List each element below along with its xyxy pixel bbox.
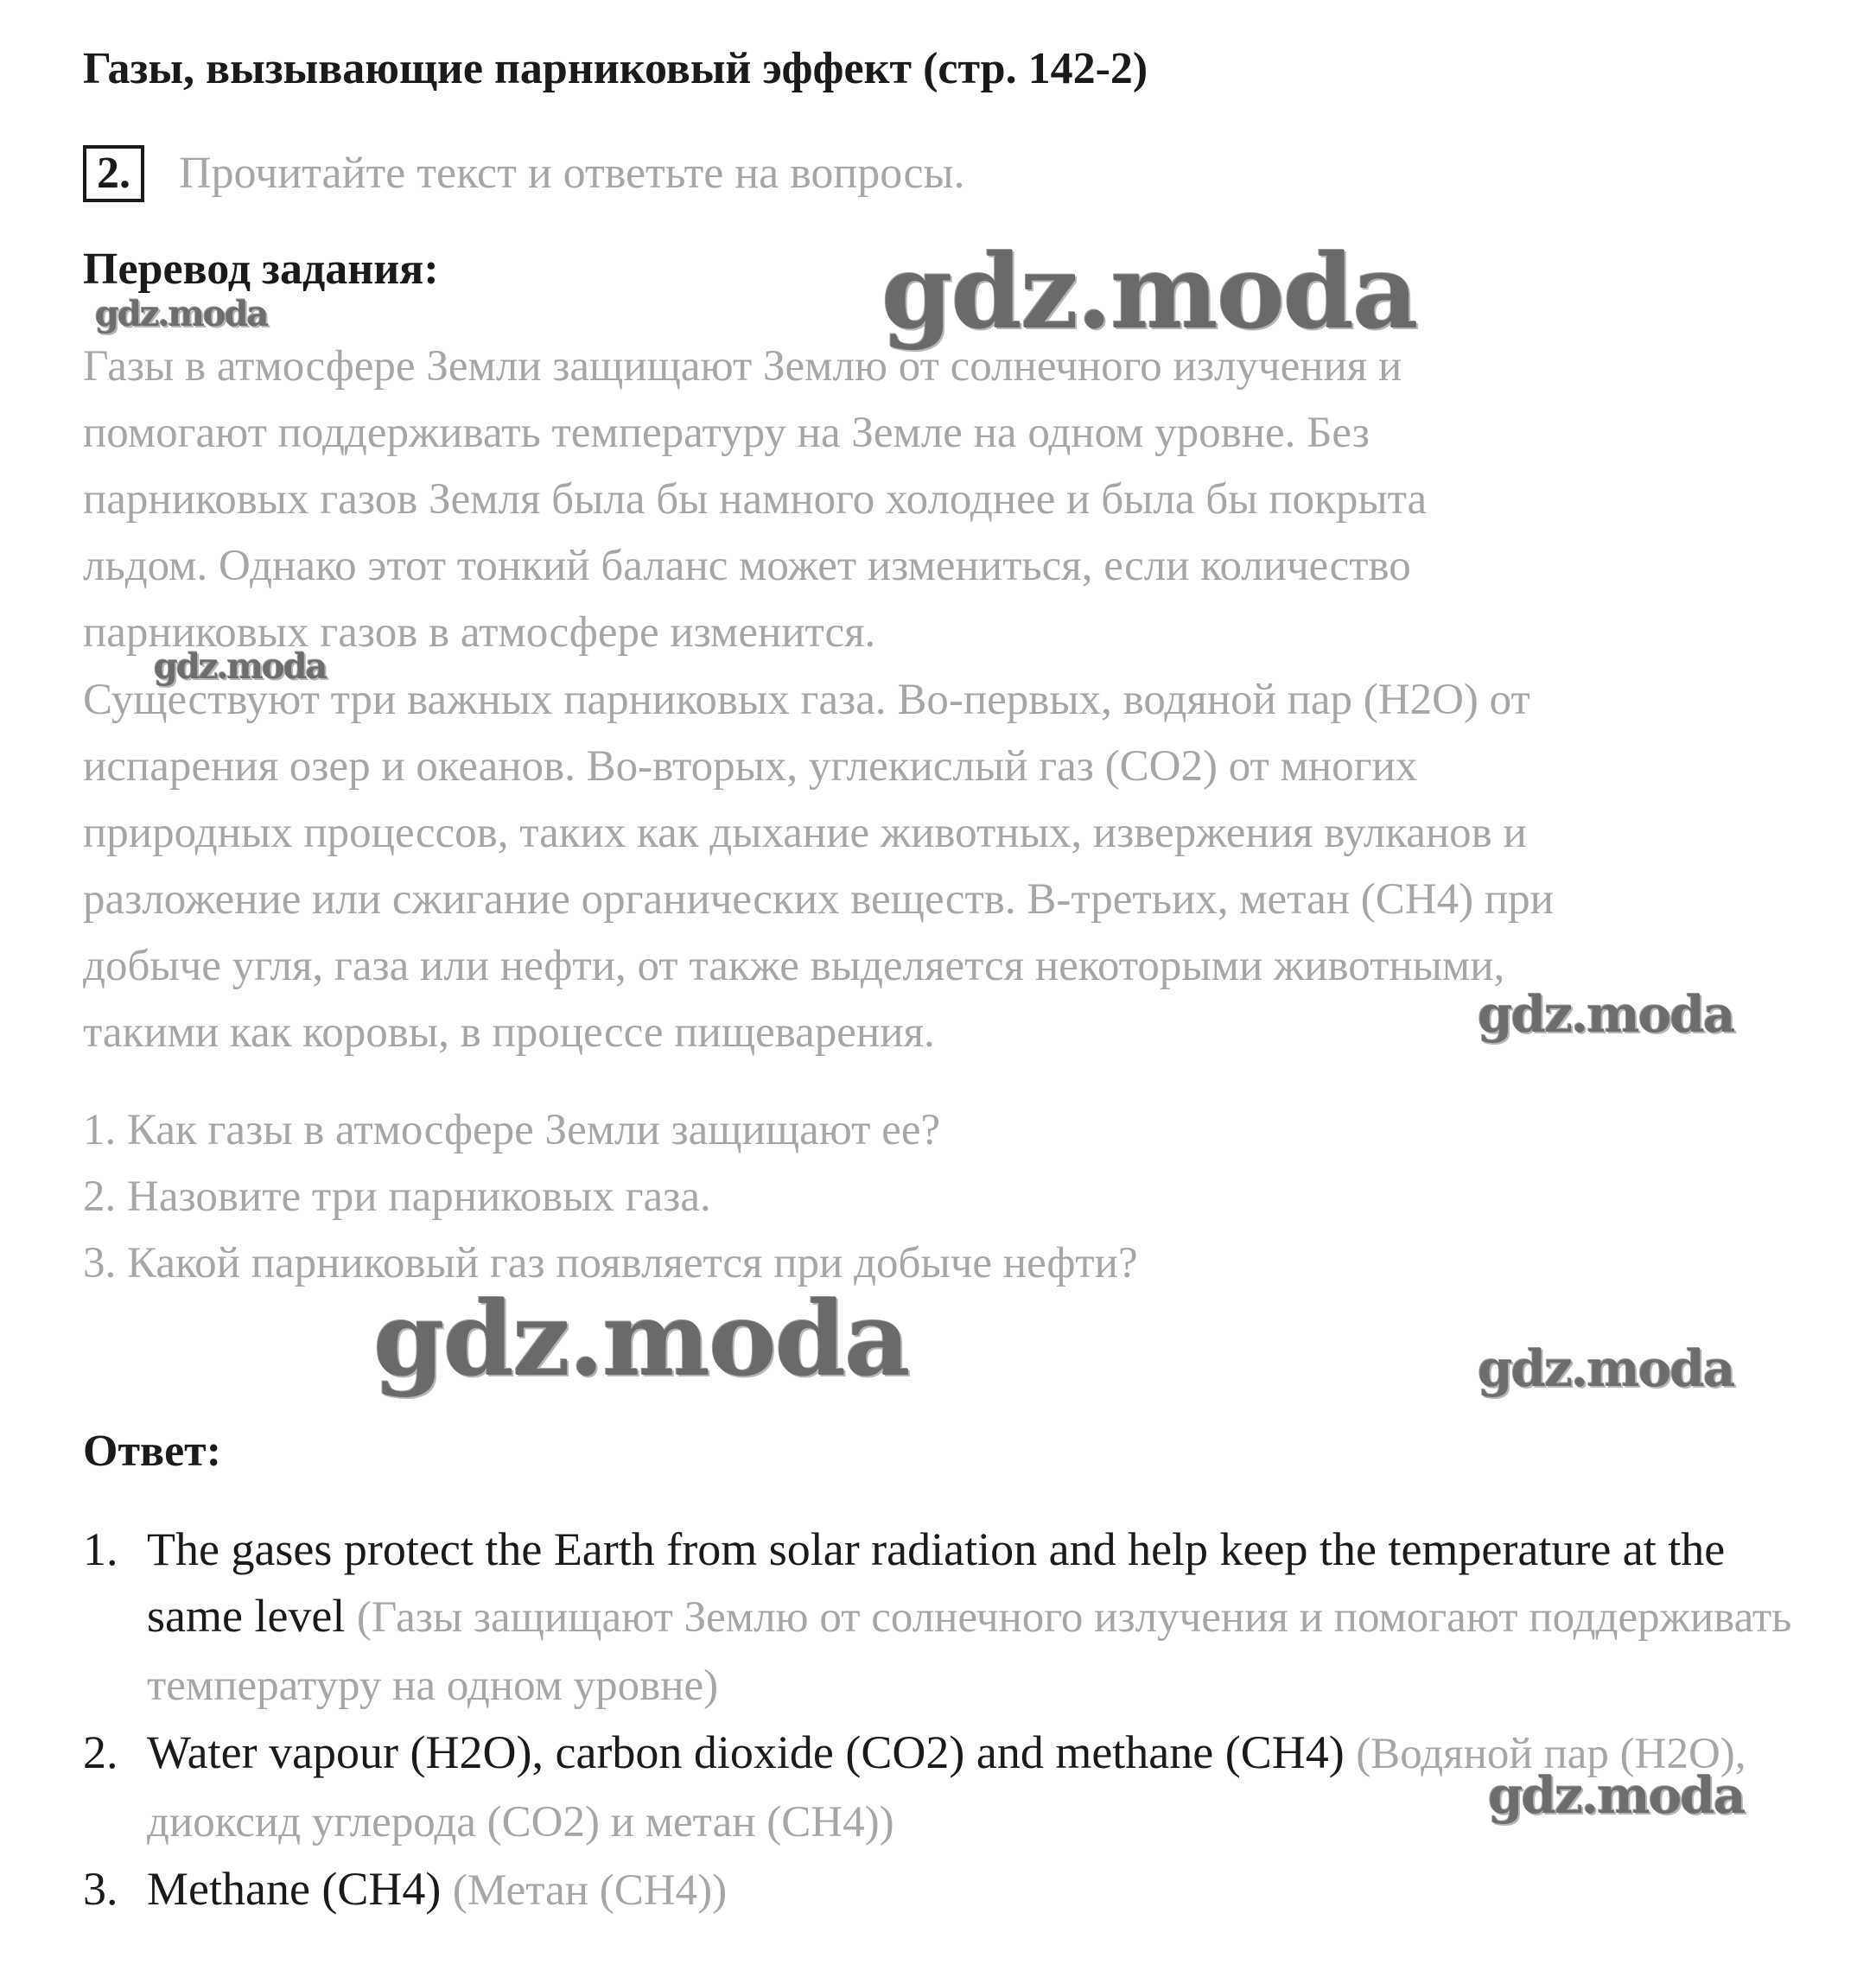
question-list [83,1097,1138,1297]
paragraph-line: разложение или сжигание органических веществ. В-третьих, метан (CH4) при [83,875,1554,924]
answer-number: 1. [83,1523,118,1575]
watermark-logo: gdz.moda [373,1279,909,1399]
translation-heading: Перевод задания: [83,245,439,294]
answer-number: 3. [83,1863,118,1915]
paragraph-line: Существуют три важных парниковых газа. Во-первых, водяной пар (H2O) от [83,676,1530,724]
answer-heading: Ответ: [83,1427,222,1476]
answer-number: 2. [83,1726,118,1778]
answer-english: The gases protect the Earth from solar radiation and help keep the temperature at the same level [147,1523,1726,1642]
answer-russian: (Газы защищают Землю от солнечного излучения и помогают поддерживать температуру на одном уровне) [147,1593,1792,1710]
page-title: Газы, вызывающие парниковый эффект (стр. 142-2) [83,44,1148,93]
answer-russian: (Метан (CH4)) [452,1866,728,1915]
watermark-logo: gdz.moda [881,232,1417,352]
answer-english: Water vapour (H2O), carbon dioxide (CO2) and methane (CH4) [147,1726,1345,1778]
paragraph-line: природных процессов, таких как дыхание животных, извержения вулканов и [83,809,1527,857]
watermark-logo: gdz.moda [95,294,268,334]
paragraph-line: добыче угля, газа или нефти, от также выделяется некоторыми животными, [83,942,1505,990]
question-item: 2. Назовите три парниковых газа. [83,1173,711,1221]
watermark-logo: gdz.moda [154,646,327,687]
answer-item [83,1856,1794,1924]
answer-list [83,1516,1794,1924]
paragraph-line: парниковых газов Земля была бы намного холоднее и была бы покрыта [83,475,1428,524]
watermark-logo: gdz.moda [1478,1339,1734,1398]
paragraph-line: Газы в атмосфере Земли защищают Землю от солнечного излучения и [83,342,1402,391]
answer-russian: (Водяной пар (H2O), диоксид углерода (CO2) и метан (CH4)) [147,1730,1746,1846]
translation-paragraph-1 [83,334,1794,666]
question-item: 1. Как газы в атмосфере Земли защищают ее? [83,1106,941,1154]
task-line [83,145,965,202]
watermark-logo: gdz.moda [1478,985,1734,1044]
paragraph-line: льдом. Однако этот тонкий баланс может измениться, если количество [83,542,1411,590]
answer-english: Methane (CH4) [147,1863,442,1915]
paragraph-line: испарения озер и океанов. Во-вторых, углекислый газ (CO2) от многих [83,742,1418,791]
paragraph-line: парниковых газов в атмосфере изменится. [83,608,876,657]
task-number-box: 2. [83,145,144,202]
task-instruction: Прочитайте текст и ответьте на вопросы. [179,149,965,198]
paragraph-line: помогают поддерживать температуру на Земле на одном уровне. Без [83,409,1370,457]
answer-item [83,1516,1794,1719]
watermark-logo: gdz.moda [1488,1766,1745,1825]
question-item: 3. Какой парниковый газ появляется при добыче нефти? [83,1239,1138,1287]
paragraph-line: такими как коровы, в процессе пищеварения. [83,1008,935,1057]
